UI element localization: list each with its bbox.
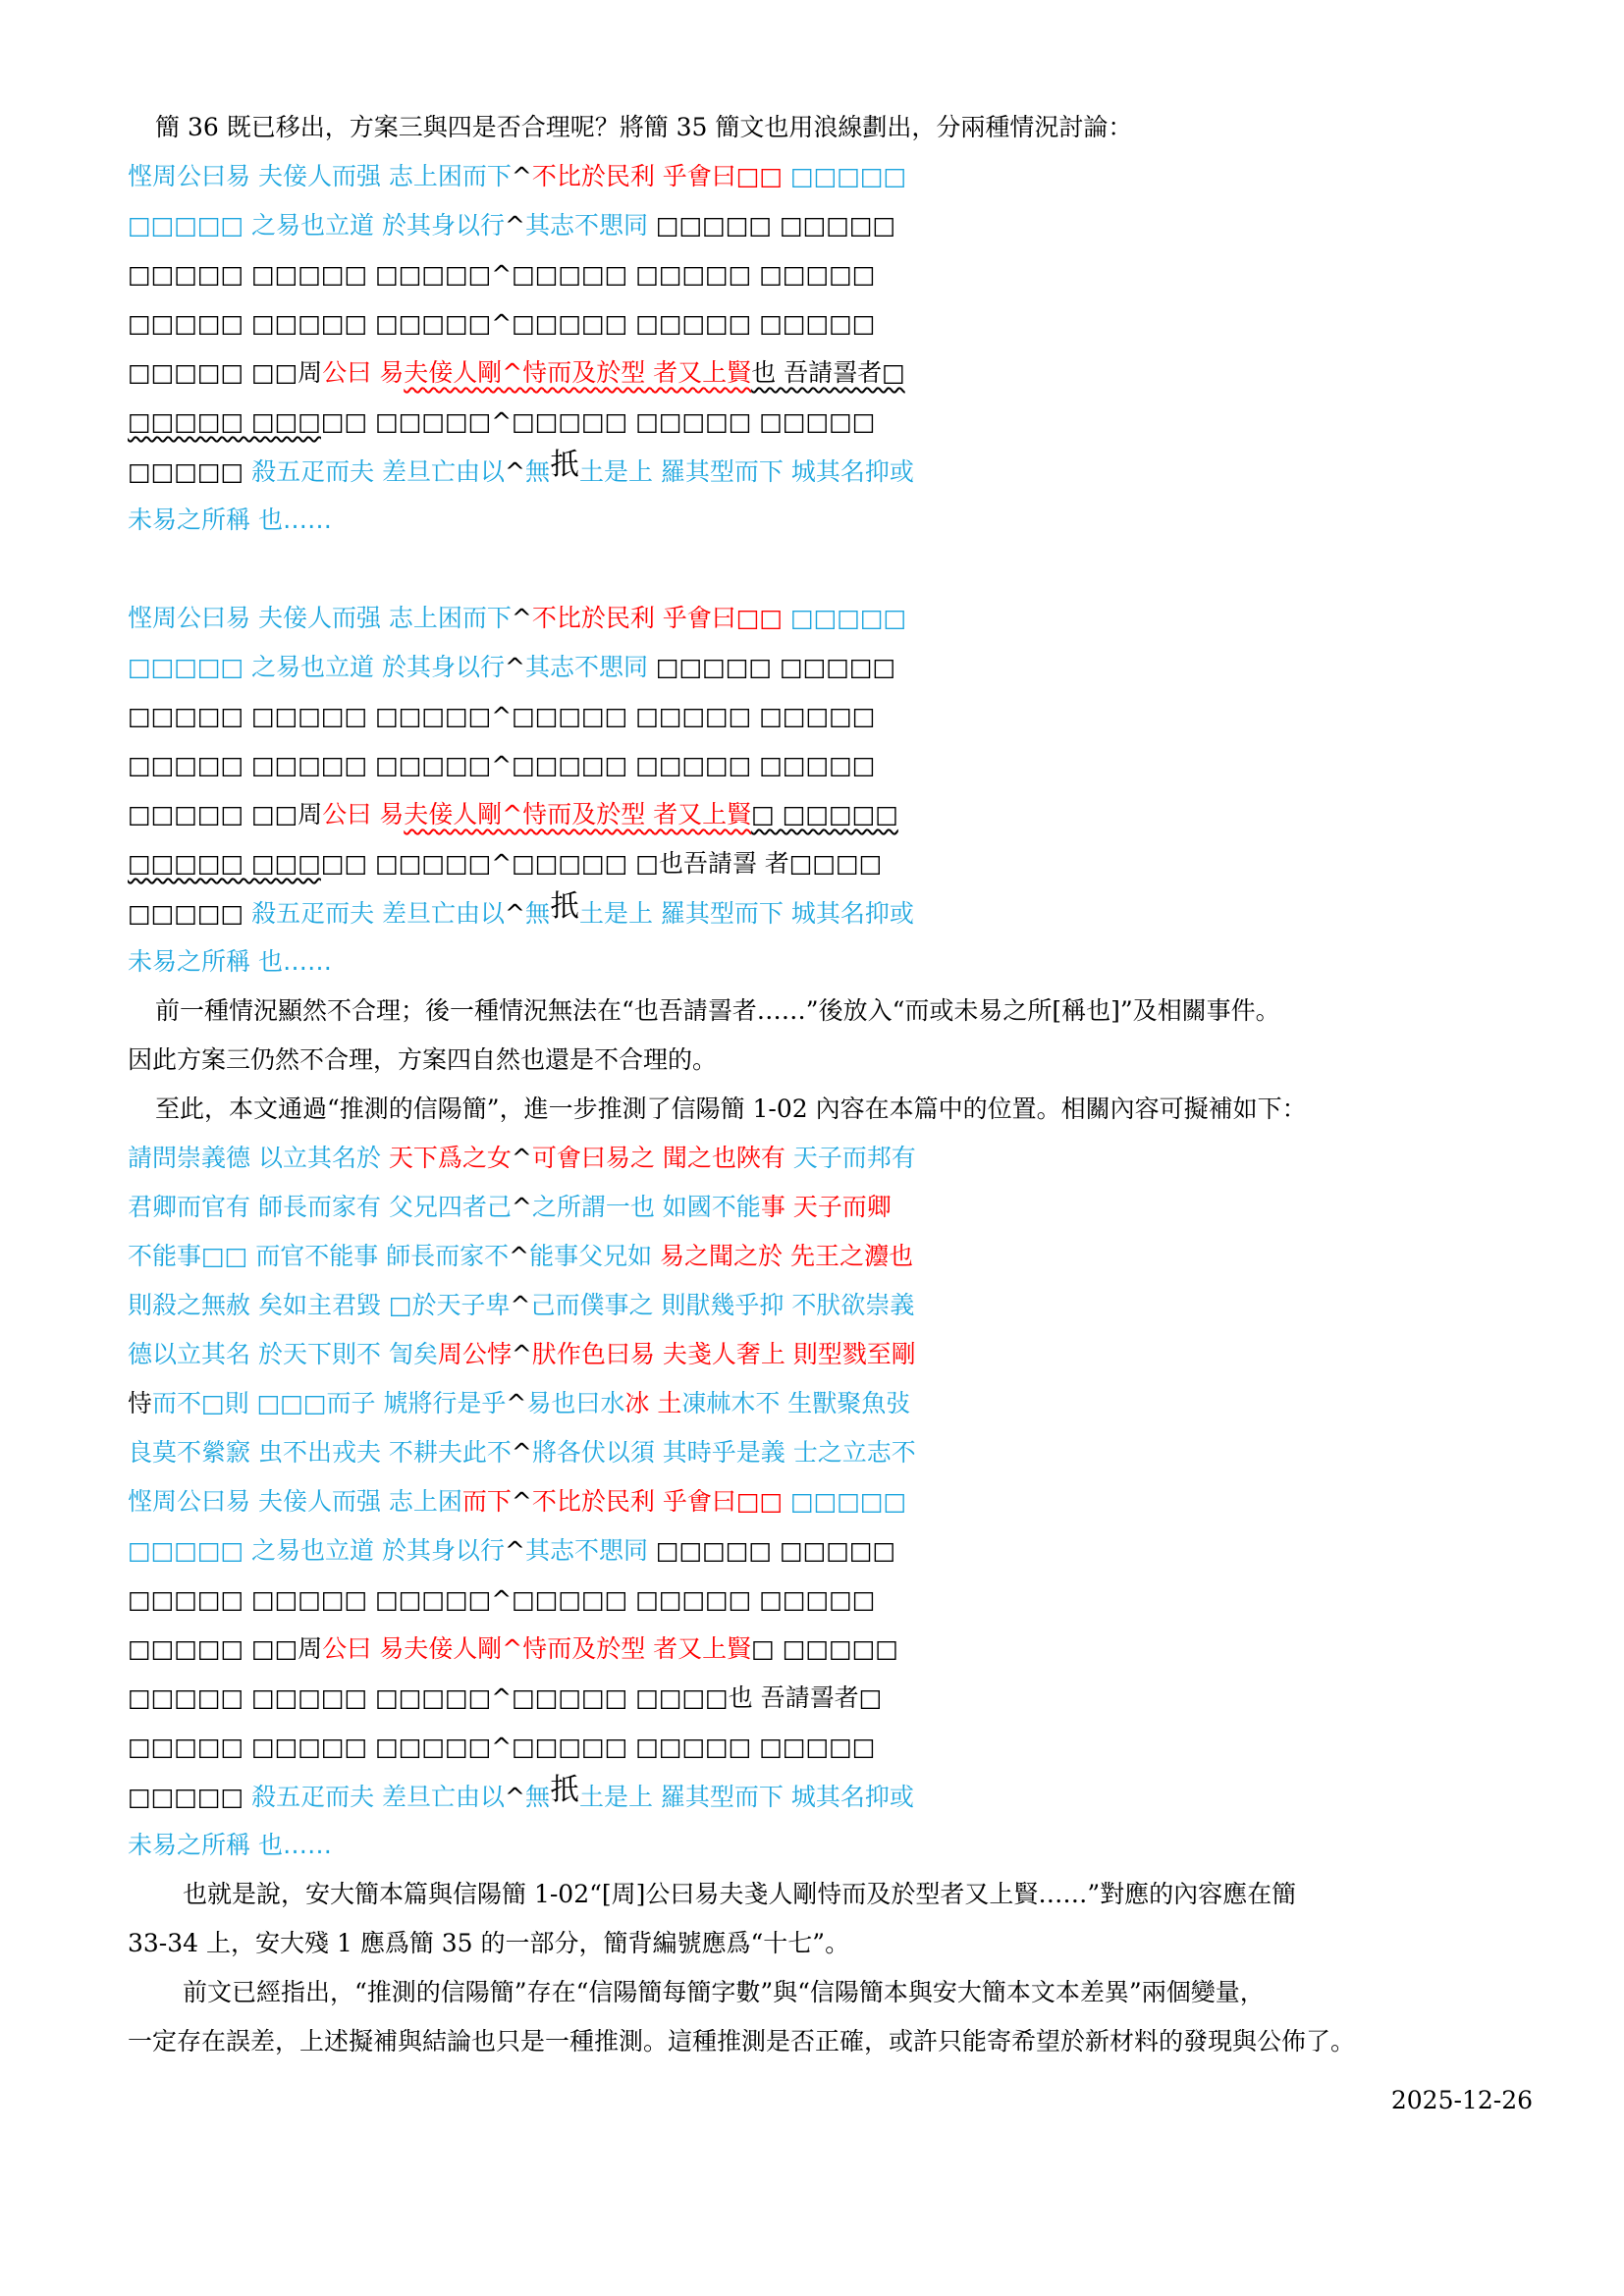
document-date: 2025-12-26 [1390,2086,1533,2114]
slip-text-segment: □□□□□ [128,1783,252,1811]
slip-text-row [128,348,1110,398]
slip-text-row [128,1674,1110,1723]
slip-text-row [128,1772,1110,1821]
slip-text-segment: 易之聞之於 先王之灋也 [660,1242,913,1270]
slip-text-segment: 其志不愳同 [524,211,648,240]
slip-text-segment: 未易之所稱 也…… [128,506,332,534]
slip-text-segment: 易也曰水 [526,1389,625,1417]
slip-text-row [128,1575,1110,1625]
slip-text-row [128,888,1110,937]
slip-text-segment: ^ [511,162,532,190]
slip-text-segment: □□□□□ □□□□□ □□□□□^□□□□□ □□□□也 吾請䛐者□ [128,1683,883,1712]
slip-text-segment: 肰作色曰易 夫戔人奢上 則型戮至剛 [531,1340,916,1368]
slip-text-segment: □□□□□ 之易也立道 於其身以行 [128,211,505,240]
slip-text-row [128,496,1110,545]
slip-text-row [128,1477,1110,1526]
slip-text-row [128,1330,1110,1379]
slip-text-row [128,299,1110,348]
slip-text-segment: 而下 [461,1487,512,1516]
slip-text-segment: □□□□□ □□□□□ [647,1536,896,1565]
slip-text-row [128,839,1110,888]
slip-text-segment: 能事父兄如 [529,1242,661,1270]
slip-text-segment: ^ [506,1389,527,1417]
slip-text-segment: □□ □□□□□^□□□□□ □□□□□ □□□□□ [320,407,876,436]
slip-text-segment: 土是上 羅其型而下 城其名抑或 [578,899,914,928]
slip-text-segment: □□□□□ [783,1487,907,1516]
slip-text-segment: 不能事□□ 而官不能事 師長而家不 [128,1242,510,1270]
slip-text-segment: ^ [505,1536,525,1565]
slip-text-segment: 未易之所稱 也…… [128,947,332,976]
slip-text-row [128,250,1110,299]
slip-text-segment: 悭周公曰易 夫倿人而强 志上困而下 [128,162,512,190]
slip-text-segment: 也 吾請䛐者□ [751,358,905,387]
slip-text-segment: 不比於民利 乎㑹曰□□ [531,1487,784,1516]
slip-text-segment: 殺五疋而夫 差旦亡由以 [251,1783,506,1811]
slip-text-segment: 將各伏以須 其時乎是義 士之立志不 [531,1438,916,1467]
slip-text-segment: □□□□□ □□□ [128,849,321,878]
conclusion-paragraph-3: 也就是說，安大簡本篇與信陽簡 1-02“[周]公曰易夫戔人剛恃而及於型者又上賢……”對應的內容應在簡 33-34 上，安大殘 1 應爲簡 35 的一部分，簡背編號應爲“十七”。 [128,1880,1297,1957]
slip-text-segment: □□□□□ □□□□□ □□□□□^□□□□□ □□□□□ □□□□□ [128,702,876,730]
slip-text-segment: 君卿而官有 師長而家有 父兄四者己 [128,1193,512,1221]
slip-text-segment: □□□□□ □□周 [128,358,323,387]
slip-text-row [128,1625,1110,1674]
slip-text-segment: 而不□則 □□□而子 虓將行是乎 [152,1389,507,1417]
slip-text-segment: ^ [509,1242,530,1270]
slip-text-segment: □□□□□ □□□□□ □□□□□^□□□□□ □□□□□ □□□□□ [128,751,876,779]
slip-text-segment: 德以立其名 於天下則不 訇矣 [128,1340,438,1368]
slip-text-segment: 土是上 羅其型而下 城其名抑或 [578,1783,914,1811]
slip-text-segment: 良莫不縈窾 虫不出戎夫 不耕夫此不 [128,1438,512,1467]
slip-text-segment: □□□□□ □□□ [128,407,321,436]
slip-text-segment: □□□□□ □□□□□ □□□□□^□□□□□ □□□□□ □□□□□ [128,1733,876,1761]
slip-text-segment: 其志不愳同 [524,1536,648,1565]
slip-text-segment: 公曰 易 [322,800,405,828]
slip-text-row [128,398,1110,447]
slip-text-segment: ^ [511,1438,532,1467]
slip-text-segment: 請問崇義德 以立其名於 [128,1144,389,1172]
slip-text-segment: 天下爲之女 [388,1144,512,1172]
slip-text-segment: 公曰 易夫倿人剛^恃而及於型 者又上賢 [322,1634,752,1663]
slip-text-row [128,594,1110,643]
slip-text-segment: 事 天子而卿 [760,1193,892,1221]
slip-text-segment: ^ [505,899,525,928]
slip-text-segment: 夫倿人剛^恃而及於型 者又上賢 [404,358,752,387]
slip-text-segment: 凍𣏟木不 生獸聚魚㢭 [681,1389,911,1417]
slip-text-segment: ^ [511,1340,532,1368]
slip-reconstruction-case-2 [128,594,1110,987]
conclusion-paragraph-1: 前一種情況顯然不合理；後一種情況無法在“也吾請䛐者……”後放入“而或未易之所[稱也]”及相關事件。 因此方案三仍然不合理，方案四自然也還是不合理的。 [128,996,1280,1074]
slip-text-segment: 土是上 羅其型而下 城其名抑或 [578,457,914,486]
slip-text-segment: 天子而邦有 [785,1144,916,1172]
slip-text-segment: □□□□□ □□□□□ □□□□□^□□□□□ □□□□□ □□□□□ [128,309,876,338]
slip-text-row [128,1526,1110,1575]
slip-text-row [128,447,1110,496]
slip-text-segment: 則殺之無赦 矣如主君毀 □於天子卑 [128,1291,511,1319]
slip-text-row [128,643,1110,692]
conclusion-paragraph-2: 至此，本文通過“推測的信陽簡”，進一步推測了信陽簡 1-02 內容在本篇中的位置。相關內容可擬補如下： [155,1095,1307,1123]
slip-text-row [128,1134,1110,1183]
slip-text-segment: 周公悖 [437,1340,512,1368]
slip-text-segment: 悭周公曰易 夫倿人而强 志上困而下 [128,604,512,632]
slip-text-segment: ^ [505,653,525,681]
slip-text-segment: 冰 土 [624,1389,682,1417]
slip-text-segment: ^ [511,1144,532,1172]
slip-text-row [128,1723,1110,1772]
slip-text-segment: 己而僕事之 則猒幾乎抑 不肰欲崇義 [530,1291,915,1319]
slip-text-segment: 夫倿人剛^恃而及於型 者又上賢 [404,800,752,828]
slip-text-segment: □□□□□ 之易也立道 於其身以行 [128,1536,505,1565]
slip-text-row [128,1821,1110,1870]
slip-text-segment: 無 [524,1783,550,1811]
slip-text-segment: □ □□□□□ [751,800,898,828]
slip-text-segment: 可㑹曰易之 聞之也陜有 [531,1144,785,1172]
slip-text-segment: ^ [505,457,525,486]
slip-text-segment: 扺 [549,1773,579,1807]
slip-reconstruction-final [128,1134,1110,1870]
slip-text-segment: 扺 [549,448,579,482]
slip-text-segment: 不比於民利 乎㑹曰□□ [531,604,784,632]
slip-text-row [128,937,1110,987]
conclusion-paragraph-4: 前文已經指出，“推測的信陽簡”存在“信陽簡每簡字數”與“信陽簡本與安大簡本文本差異”兩個變量， 一定存在誤差，上述擬補與結論也只是一種推測。這種推測是否正確，或許只能寄希望於新材料的發現與公佈了。 [128,1978,1356,2056]
slip-text-segment: 無 [524,899,550,928]
slip-text-segment: □□□□□ [783,604,907,632]
slip-text-segment: ^ [510,1291,531,1319]
slip-text-segment: ^ [511,1487,532,1516]
slip-text-segment: □ □□□□□ [751,1634,898,1663]
slip-text-segment: 恃 [128,1389,153,1417]
slip-text-row [128,741,1110,790]
slip-text-segment: □□□□□ □□□□□ □□□□□^□□□□□ □□□□□ □□□□□ [128,260,876,289]
slip-text-segment: □□□□□ [128,899,252,928]
slip-text-segment: 之所謂一也 如國不能 [531,1193,761,1221]
slip-text-segment: □□□□□ 之易也立道 於其身以行 [128,653,505,681]
slip-text-segment: ^ [505,1783,525,1811]
slip-text-segment: ^ [511,1193,532,1221]
slip-reconstruction-case-1 [128,152,1110,545]
slip-text-segment: □□□□□ □□周 [128,800,323,828]
slip-text-row [128,152,1110,201]
slip-text-segment: 無 [524,457,550,486]
slip-text-row [128,1281,1110,1330]
slip-text-segment: □□□□□ □□□□□ [647,653,896,681]
slip-text-segment: □□ □□□□□^□□□□□ □也吾請䛐 者□□□□ [320,849,883,878]
slip-text-segment: □□□□□ □□周 [128,1634,323,1663]
slip-text-segment: 未易之所稱 也…… [128,1831,332,1859]
slip-text-row [128,790,1110,839]
slip-text-row [128,1232,1110,1281]
slip-text-row [128,692,1110,741]
slip-text-segment: 悭周公曰易 夫倿人而强 志上困 [128,1487,462,1516]
slip-text-segment: ^ [505,211,525,240]
slip-text-segment: 殺五疋而夫 差旦亡由以 [251,457,506,486]
slip-text-segment: 扺 [549,889,579,924]
intro-paragraph: 簡 36 既已移出，方案三與四是否合理呢？將簡 35 簡文也用浪線劃出，分兩種情況討論： [155,113,1133,141]
slip-text-segment: □□□□□ [128,457,252,486]
slip-text-segment: □□□□□ [783,162,907,190]
slip-text-segment: 不比於民利 乎㑹曰□□ [531,162,784,190]
slip-text-segment: □□□□□ □□□□□ □□□□□^□□□□□ □□□□□ □□□□□ [128,1585,876,1614]
slip-text-row [128,1428,1110,1477]
slip-text-segment: 其志不愳同 [524,653,648,681]
slip-text-segment: □□□□□ □□□□□ [647,211,896,240]
slip-text-segment: 殺五疋而夫 差旦亡由以 [251,899,506,928]
slip-text-row [128,1379,1110,1428]
slip-text-segment: 公曰 易 [322,358,405,387]
slip-text-segment: ^ [511,604,532,632]
slip-text-row [128,1183,1110,1232]
slip-text-row [128,201,1110,250]
